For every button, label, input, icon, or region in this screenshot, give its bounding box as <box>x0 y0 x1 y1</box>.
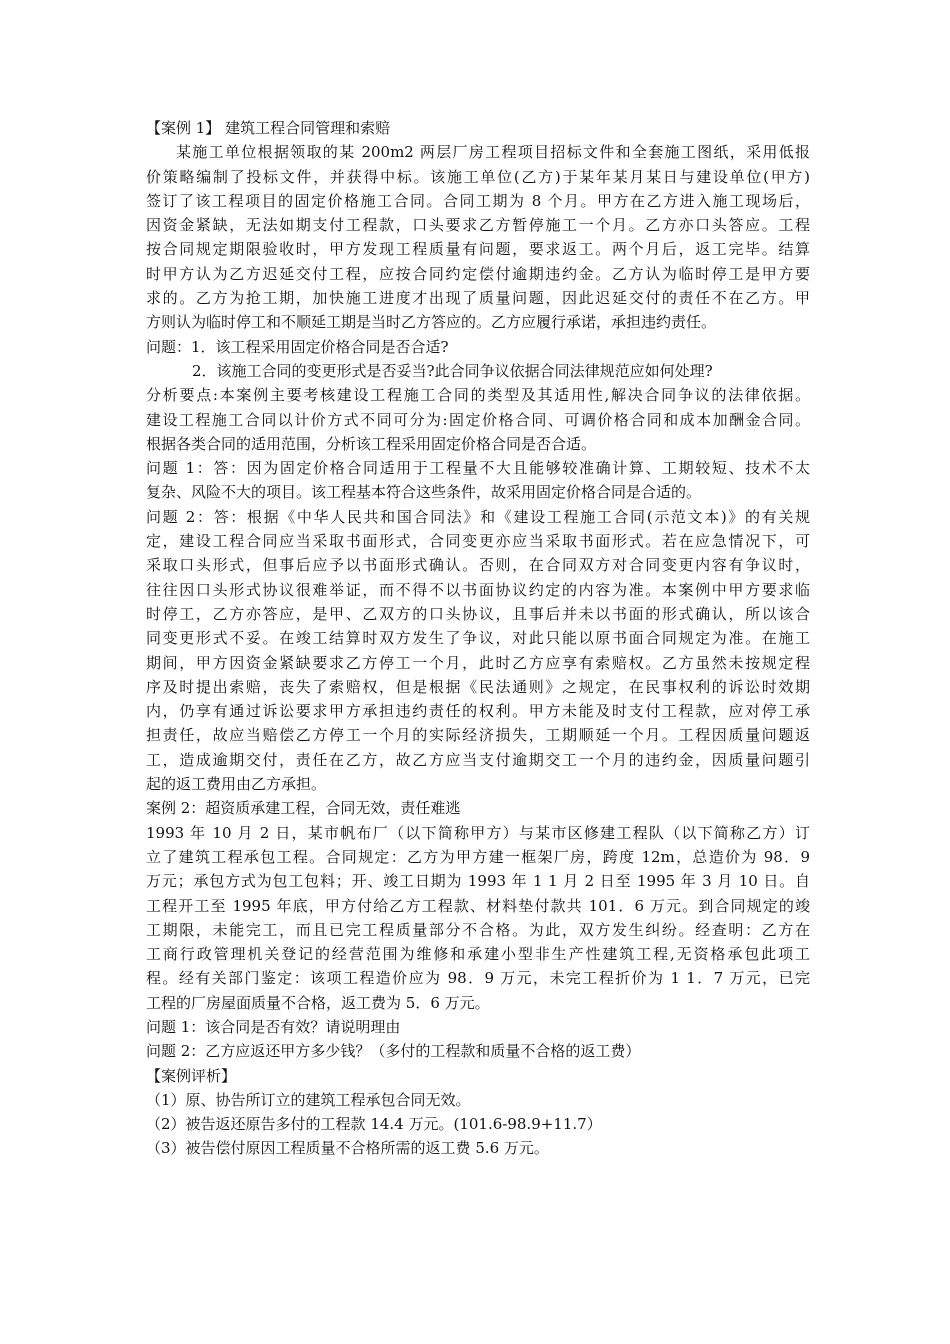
case2-line: 工商行政管理机关登记的经营范围为维修和承建小型非生产性建筑工程,无资格承包此项工 <box>146 945 810 964</box>
case2-line: 立了建筑工程承包工程。合同规定：乙方为甲方建一框架厂房，跨度 12m，总造价为 98．9 <box>146 847 810 866</box>
case1-title: 【案例 1】 建筑工程合同管理和索赔 <box>146 119 391 137</box>
case1-line: 某施工单位根据领取的某 200m2 两层厂房工程项目招标文件和全套施工图纸，采用低报 <box>176 143 810 162</box>
case2-line: 工程的厂房屋面质量不合格，返工费为 5．6 万元。 <box>146 993 490 1012</box>
answer2-line: 起的返工费用由乙方承担。 <box>146 775 327 794</box>
answer2-line: 序及时提出索赔，丧失了索赔权，但是根据《民法通则》之规定，在民事权利的诉讼时效期 <box>146 677 810 696</box>
case1-line: 按合同规定期限验收时，甲方发现工程质量有问题，要求返工。两个月后，返工完毕。结算 <box>146 240 810 259</box>
case1-line: 因资金紧缺，无法如期支付工程款，口头要求乙方暂停施工一个月。乙方亦口头答应。工程 <box>146 216 810 235</box>
answer2-line: 担责任，故应当赔偿乙方停工一个月的实际经济损失，工期顺延一个月。工程因质量问题返 <box>146 726 810 745</box>
case2-line: 万元；承包方式为包工包料；开、竣工日期为 1993 年 1 1 月 2 日至 1995 年 3 月 10 日。自 <box>146 872 810 891</box>
answer2-line: 问题 2：答：根据《中华人民共和国合同法》和《建设工程施工合同(示范文本)》的有关规 <box>146 507 810 526</box>
answer2-line: 定，建设工程合同应当采取书面形式，合同变更亦应当采取书面形式。若在应急情况下，可 <box>146 532 810 551</box>
answer2-line: 往往因口头形式协议很难举证，而不得不以书面协议约定的内容为准。本案例中甲方要求临 <box>146 580 810 599</box>
case2-line: 工程开工至 1995 年底，甲方付给乙方工程款、材料垫付款共 101．6 万元。到合同规定的竣 <box>146 896 810 915</box>
case1-line: 签订了该工程项目的固定价格施工合同。合同工期为 8 个月。甲方在乙方进入施工现场后， <box>146 191 810 210</box>
analysis-line: 分析要点:本案例主要考核建设工程施工合同的类型及其适用性,解决合同争议的法律依据。 <box>146 386 810 405</box>
answer2-line: 内，仍享有通过诉讼要求甲方承担违约责任的权利。甲方未能及时支付工程款，应对停工承 <box>146 702 810 721</box>
answer2-line: 期间，甲方因资金紧缺要求乙方停工一个月，此时乙方应享有索赔权。乙方虽然未按规定程 <box>146 653 810 672</box>
answer1-line: 问题 1：答：因为固定价格合同适用于工程量不大且能够较准确计算、工期较短、技术不太 <box>146 459 810 478</box>
analysis-line: 根据各类合同的适用范围，分析该工程采用固定价格合同是否合适。 <box>146 434 597 453</box>
case2-title: 案例 2：超资质承建工程，合同无效，责任难逃 <box>146 799 461 818</box>
case1-line: 方则认为临时停工和不顺延工期是当时乙方答应的。乙方应履行承诺，承担违约责任。 <box>146 313 717 332</box>
case2-question-2: 问题 2：乙方应返还甲方多少钱？（多付的工程款和质量不合格的返工费） <box>146 1042 641 1061</box>
answer2-line: 时停工，乙方亦答应，是甲、乙双方的口头协议，且事后并未以书面的形式确认，所以该合 <box>146 604 810 623</box>
review-item: （1）原、协告所订立的建筑工程承包合同无效。 <box>146 1090 471 1109</box>
case2-line: 程。经有关部门鉴定：该项工程造价应为 98．9 万元，未完工程折价为 1 1．7 万元，已完 <box>146 969 810 988</box>
case2-question-1: 问题 1：该合同是否有效？请说明理由 <box>146 1017 401 1036</box>
review-item: （3）被告偿付原因工程质量不合格所需的返工费 5.6 万元。 <box>146 1139 549 1158</box>
case1-line: 求的。乙方为抢工期，加快施工进度才出现了质量问题，因此迟延交付的责任不在乙方。甲 <box>146 289 810 308</box>
case1-line: 价策略编制了投标文件，并获得中标。该施工单位(乙方)于某年某月某日与建设单位(甲方) <box>146 167 810 186</box>
case1-question-2: 2．该施工合同的变更形式是否妥当?此合同争议依据合同法律规范应如何处理? <box>192 361 713 380</box>
document-body <box>146 116 810 1161</box>
answer2-line: 同变更形式不妥。在竣工结算时双方发生了争议，对此只能以原书面合同规定为准。在施工 <box>146 629 810 648</box>
case2-line: 1993 年 10 月 2 日，某市帆布厂（以下简称甲方）与某市区修建工程队（以下简称乙方）订 <box>146 823 810 842</box>
answer2-line: 采取口头形式，但事后应予以书面形式确认。否则，在合同双方对合同变更内容有争议时， <box>146 556 810 575</box>
case2-line: 工期限，未能完工，而且已完工程质量部分不合格。为此，双方发生纠纷。经查明：乙方在 <box>146 920 810 939</box>
review-title: 【案例评析】 <box>146 1066 237 1085</box>
case1-line: 时甲方认为乙方迟延交付工程，应按合同约定偿付逾期违约金。乙方认为临时停工是甲方要 <box>146 264 810 283</box>
answer1-line: 复杂、风险不大的项目。该工程基本符合这些条件，故采用固定价格合同是合适的。 <box>146 483 702 502</box>
analysis-line: 建设工程施工合同以计价方式不同可分为:固定价格合同、可调价格合同和成本加酬金合同。 <box>146 410 810 429</box>
case1-question-1: 问题：1．该工程采用固定价格合同是否合适? <box>146 337 449 356</box>
answer2-line: 工，造成逾期交付，责任在乙方，故乙方应当支付逾期交工一个月的违约金，因质量问题引 <box>146 750 810 769</box>
review-item: （2）被告返还原告多付的工程款 14.4 万元。(101.6-98.9+11.7） <box>146 1115 602 1134</box>
